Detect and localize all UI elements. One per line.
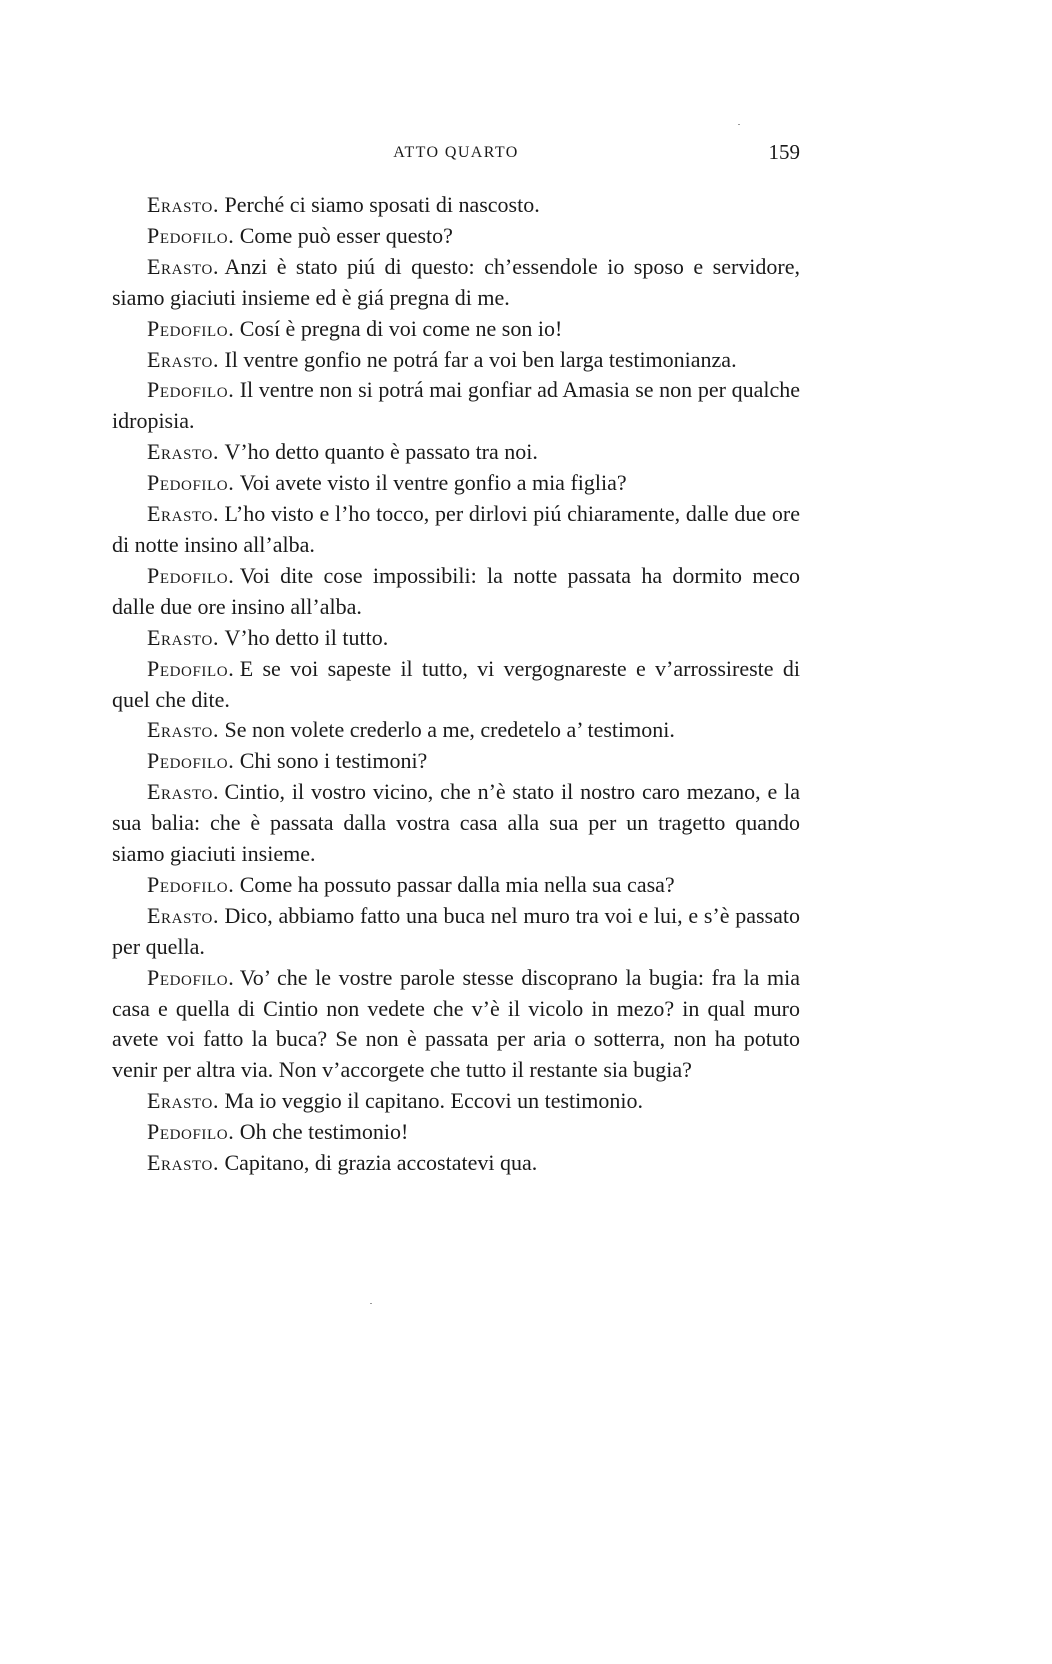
- speaker-name: Pedofilo: [147, 748, 229, 774]
- speech-text: Anzi è stato piú di questo: ch’essendole io sposo e servidore, siamo giaciuti insieme ed è giá pregna di me.: [112, 253, 800, 310]
- speech-text: Vo’ che le vostre parole stesse discoprano la bugia: fra la mia casa e quella di Cintio non vedete che v’è il vicolo in mezo? in qual muro avete voi fatto la buca? Se non è passata per aria o sotterra, non ha potuto venir per altra via. Non v’accorgete che tutto il restante sia bugia?: [112, 964, 800, 1083]
- speech: Pedofilo. Chi sono i testimoni?: [147, 748, 428, 774]
- speaker-name: Pedofilo: [147, 871, 229, 897]
- speaker-name: Erasto: [147, 717, 213, 743]
- speaker-name: Erasto: [147, 1088, 213, 1114]
- speaker-name: Erasto: [147, 1150, 213, 1176]
- speaker-name: Erasto: [147, 624, 213, 650]
- speech-text: Se non volete crederlo a me, credetelo a’ testimoni.: [224, 717, 675, 743]
- speaker-name: Erasto: [147, 346, 213, 372]
- speech: Pedofilo. Come ha possuto passar dalla mia nella sua casa?: [147, 871, 675, 897]
- speaker-name: Pedofilo: [147, 377, 229, 403]
- speech: Pedofilo. Cosí è pregna di voi come ne son io!: [147, 315, 563, 341]
- speech: Pedofilo. Voi dite cose impossibili: la notte passata ha dormito meco dalle due ore insino all’alba.: [112, 562, 800, 619]
- speech-text: Perché ci siamo sposati di nascosto.: [224, 192, 540, 217]
- speech-text: V’ho detto quanto è passato tra noi.: [224, 439, 538, 465]
- speech-text: Voi avete visto il ventre gonfio a mia figlia?: [239, 470, 627, 496]
- speech-text: Come può esser questo?: [239, 222, 453, 248]
- speech-text: Cosí è pregna di voi come ne son io!: [239, 315, 563, 341]
- speech-text: L’ho visto e l’ho tocco, per dirlovi piú chiaramente, dalle due ore di notte insino all’alba.: [112, 501, 800, 557]
- running-title: ATTO QUARTO: [393, 144, 519, 161]
- speaker-name: Erasto: [147, 501, 213, 527]
- speaker-name: Pedofilo: [147, 470, 229, 496]
- speaker-name: Erasto: [147, 253, 213, 279]
- speech: Erasto. Se non volete crederlo a me, credetelo a’ testimoni.: [147, 717, 675, 743]
- speech-text: Chi sono i testimoni?: [239, 748, 428, 774]
- speech: Erasto. V’ho detto quanto è passato tra noi.: [147, 439, 538, 465]
- speech-text: Come ha possuto passar dalla mia nella sua casa?: [239, 871, 675, 897]
- speech: Pedofilo. Vo’ che le vostre parole stesse discoprano la bugia: fra la mia casa e quella di Cintio non vedete che v’è il vicolo in mezo? in qual muro avete voi fatto la buca? Se non è passata per aria o sotterra, non ha potuto venir per altra via. Non v’accorgete che tutto il restante sia bugia?: [112, 964, 800, 1083]
- speech: Erasto. L’ho visto e l’ho tocco, per dirlovi piú chiaramente, dalle due ore di notte insino all’alba.: [112, 501, 800, 557]
- speaker-name: Erasto: [147, 439, 213, 465]
- speech: Erasto. Ma io veggio il capitano. Eccovi un testimonio.: [147, 1088, 643, 1114]
- speech-text: Il ventre gonfio ne potrá far a voi ben larga testimonianza.: [224, 346, 737, 372]
- speech-text: Voi dite cose impossibili: la notte passata ha dormito meco dalle due ore insino all’alba.: [112, 562, 800, 619]
- speech-text: E se voi sapeste il tutto, vi vergognareste e v’arrossireste di quel che dite.: [112, 655, 800, 712]
- speech-text: V’ho detto il tutto.: [224, 624, 389, 650]
- speaker-name: Pedofilo: [147, 1119, 229, 1145]
- speech: Erasto. Capitano, di grazia accostatevi qua.: [147, 1150, 538, 1176]
- speech-text: Il ventre non si potrá mai gonfiar ad Amasia se non per qualche idropisia.: [112, 377, 800, 434]
- speech: Erasto. Dico, abbiamo fatto una buca nel muro tra voi e lui, e s’è passato per quella.: [112, 902, 800, 959]
- speech: Pedofilo. E se voi sapeste il tutto, vi vergognareste e v’arrossireste di quel che dite.: [112, 655, 800, 712]
- speech: Erasto. V’ho detto il tutto.: [147, 624, 389, 650]
- speaker-name: Pedofilo: [147, 222, 229, 248]
- speech-text: Oh che testimonio!: [239, 1119, 409, 1145]
- speech-text: Cintio, il vostro vicino, che n’è stato il nostro caro mezano, e la sua balia: che è passata dalla vostra casa alla sua per un tragetto quando siamo giaciuti insieme.: [112, 779, 800, 867]
- top-mark: [738, 124, 740, 125]
- speaker-name: Pedofilo: [147, 655, 229, 681]
- page-number: 159: [768, 140, 800, 164]
- speaker-name: Erasto: [147, 192, 213, 217]
- speech-text: Dico, abbiamo fatto una buca nel muro tra voi e lui, e s’è passato per quella.: [112, 902, 800, 959]
- bottom-mark: [370, 1303, 372, 1304]
- speaker-name: Pedofilo: [147, 315, 229, 341]
- speech-text: Capitano, di grazia accostatevi qua.: [224, 1150, 538, 1176]
- speech: Pedofilo. Il ventre non si potrá mai gonfiar ad Amasia se non per qualche idropisia.: [112, 377, 800, 434]
- running-head: [112, 140, 800, 170]
- speech: Erasto. Cintio, il vostro vicino, che n’è stato il nostro caro mezano, e la sua balia: che è passata dalla vostra casa alla sua per un tragetto quando siamo giaciuti insieme.: [112, 779, 800, 867]
- speech: Pedofilo. Oh che testimonio!: [147, 1119, 409, 1145]
- speaker-name: Pedofilo: [147, 562, 229, 588]
- speaker-name: Erasto: [147, 902, 213, 928]
- dialogue-text: [112, 190, 800, 1179]
- speech: Pedofilo. Voi avete visto il ventre gonfio a mia figlia?: [147, 470, 627, 496]
- speech: Erasto. Perché ci siamo sposati di nascosto.: [147, 192, 540, 217]
- speech: Pedofilo. Come può esser questo?: [147, 222, 453, 248]
- speech-text: Ma io veggio il capitano. Eccovi un testimonio.: [224, 1088, 643, 1114]
- speech: Erasto. Anzi è stato piú di questo: ch’essendole io sposo e servidore, siamo giaciuti insieme ed è giá pregna di me.: [112, 253, 800, 310]
- speaker-name: Erasto: [147, 779, 213, 805]
- speaker-name: Pedofilo: [147, 964, 229, 990]
- speech: Erasto. Il ventre gonfio ne potrá far a voi ben larga testimonianza.: [147, 346, 737, 372]
